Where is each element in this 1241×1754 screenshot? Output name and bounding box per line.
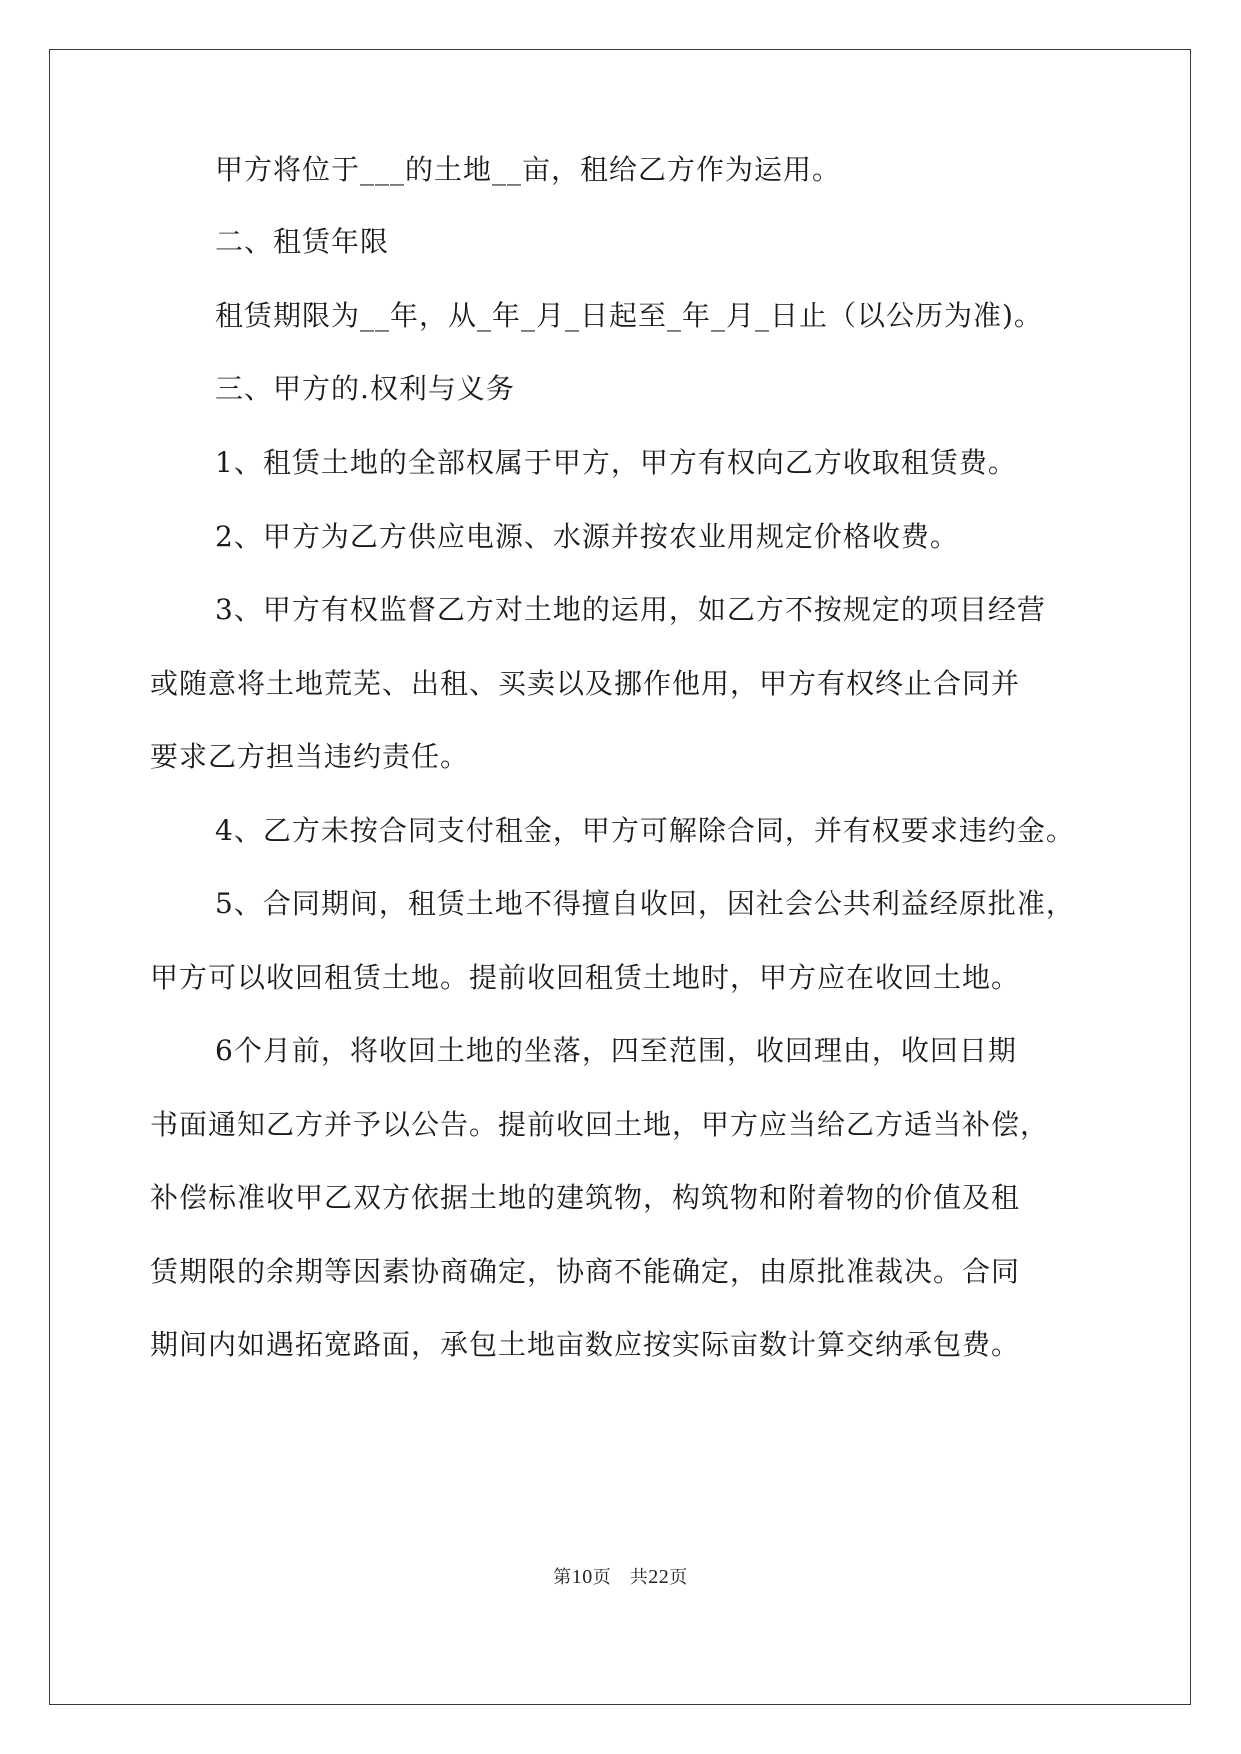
paragraph-line: 书面通知乙方并予以公告。提前收回土地，甲方应当给乙方适当补偿， [150, 1108, 1050, 1141]
paragraph-line: 或随意将土地荒芜、出租、买卖以及挪作他用，甲方有权终止合同并 [150, 667, 1021, 700]
page-footer [0, 1563, 1241, 1589]
paragraph-line: 4、乙方未按合同支付租金，甲方可解除合同，并有权要求违约金。 [215, 814, 1075, 847]
footer-suffix: 页 [669, 1567, 688, 1587]
paragraph-line: 补偿标准收甲乙双方依据土地的建筑物，构筑物和附着物的价值及租 [150, 1181, 1021, 1214]
paragraph-line: 期间内如遇拓宽路面，承包土地亩数应按实际亩数计算交纳承包费。 [150, 1328, 1021, 1361]
section-heading: 二、租赁年限 [215, 225, 390, 258]
paragraph-line: 6个月前，将收回土地的坐落，四至范围，收回理由，收回日期 [215, 1034, 1017, 1067]
paragraph-line: 赁期限的余期等因素协商确定，协商不能确定，由原批准裁决。合同 [150, 1255, 1021, 1288]
paragraph-line: 甲方将位于___的土地__亩，租给乙方作为运用。 [215, 153, 842, 186]
paragraph-line: 甲方可以收回租赁土地。提前收回租赁土地时，甲方应在收回土地。 [150, 961, 1021, 994]
paragraph-line: 2、甲方为乙方供应电源、水源并按农业用规定价格收费。 [215, 520, 959, 553]
paragraph-line: 租赁期限为__年，从_年_月_日起至_年_月_日止（以公历为准)。 [215, 299, 1043, 332]
section-heading: 三、甲方的.权利与义务 [215, 372, 515, 405]
paragraph-line: 3、甲方有权监督乙方对土地的运用，如乙方不按规定的项目经营 [215, 593, 1046, 626]
page-frame [49, 49, 1191, 1705]
footer-middle: 页 共 [592, 1567, 649, 1587]
paragraph-line: 5、合同期间，租赁土地不得擅自收回，因社会公共利益经原批准， [215, 887, 1075, 920]
paragraph-line: 要求乙方担当违约责任。 [150, 740, 470, 773]
current-page-number: 10 [571, 1566, 593, 1588]
paragraph-line: 1、租赁土地的全部权属于甲方，甲方有权向乙方收取租赁费。 [215, 446, 1017, 479]
footer-prefix: 第 [553, 1567, 572, 1587]
document-body [50, 50, 1190, 1704]
total-page-number: 22 [648, 1566, 670, 1588]
